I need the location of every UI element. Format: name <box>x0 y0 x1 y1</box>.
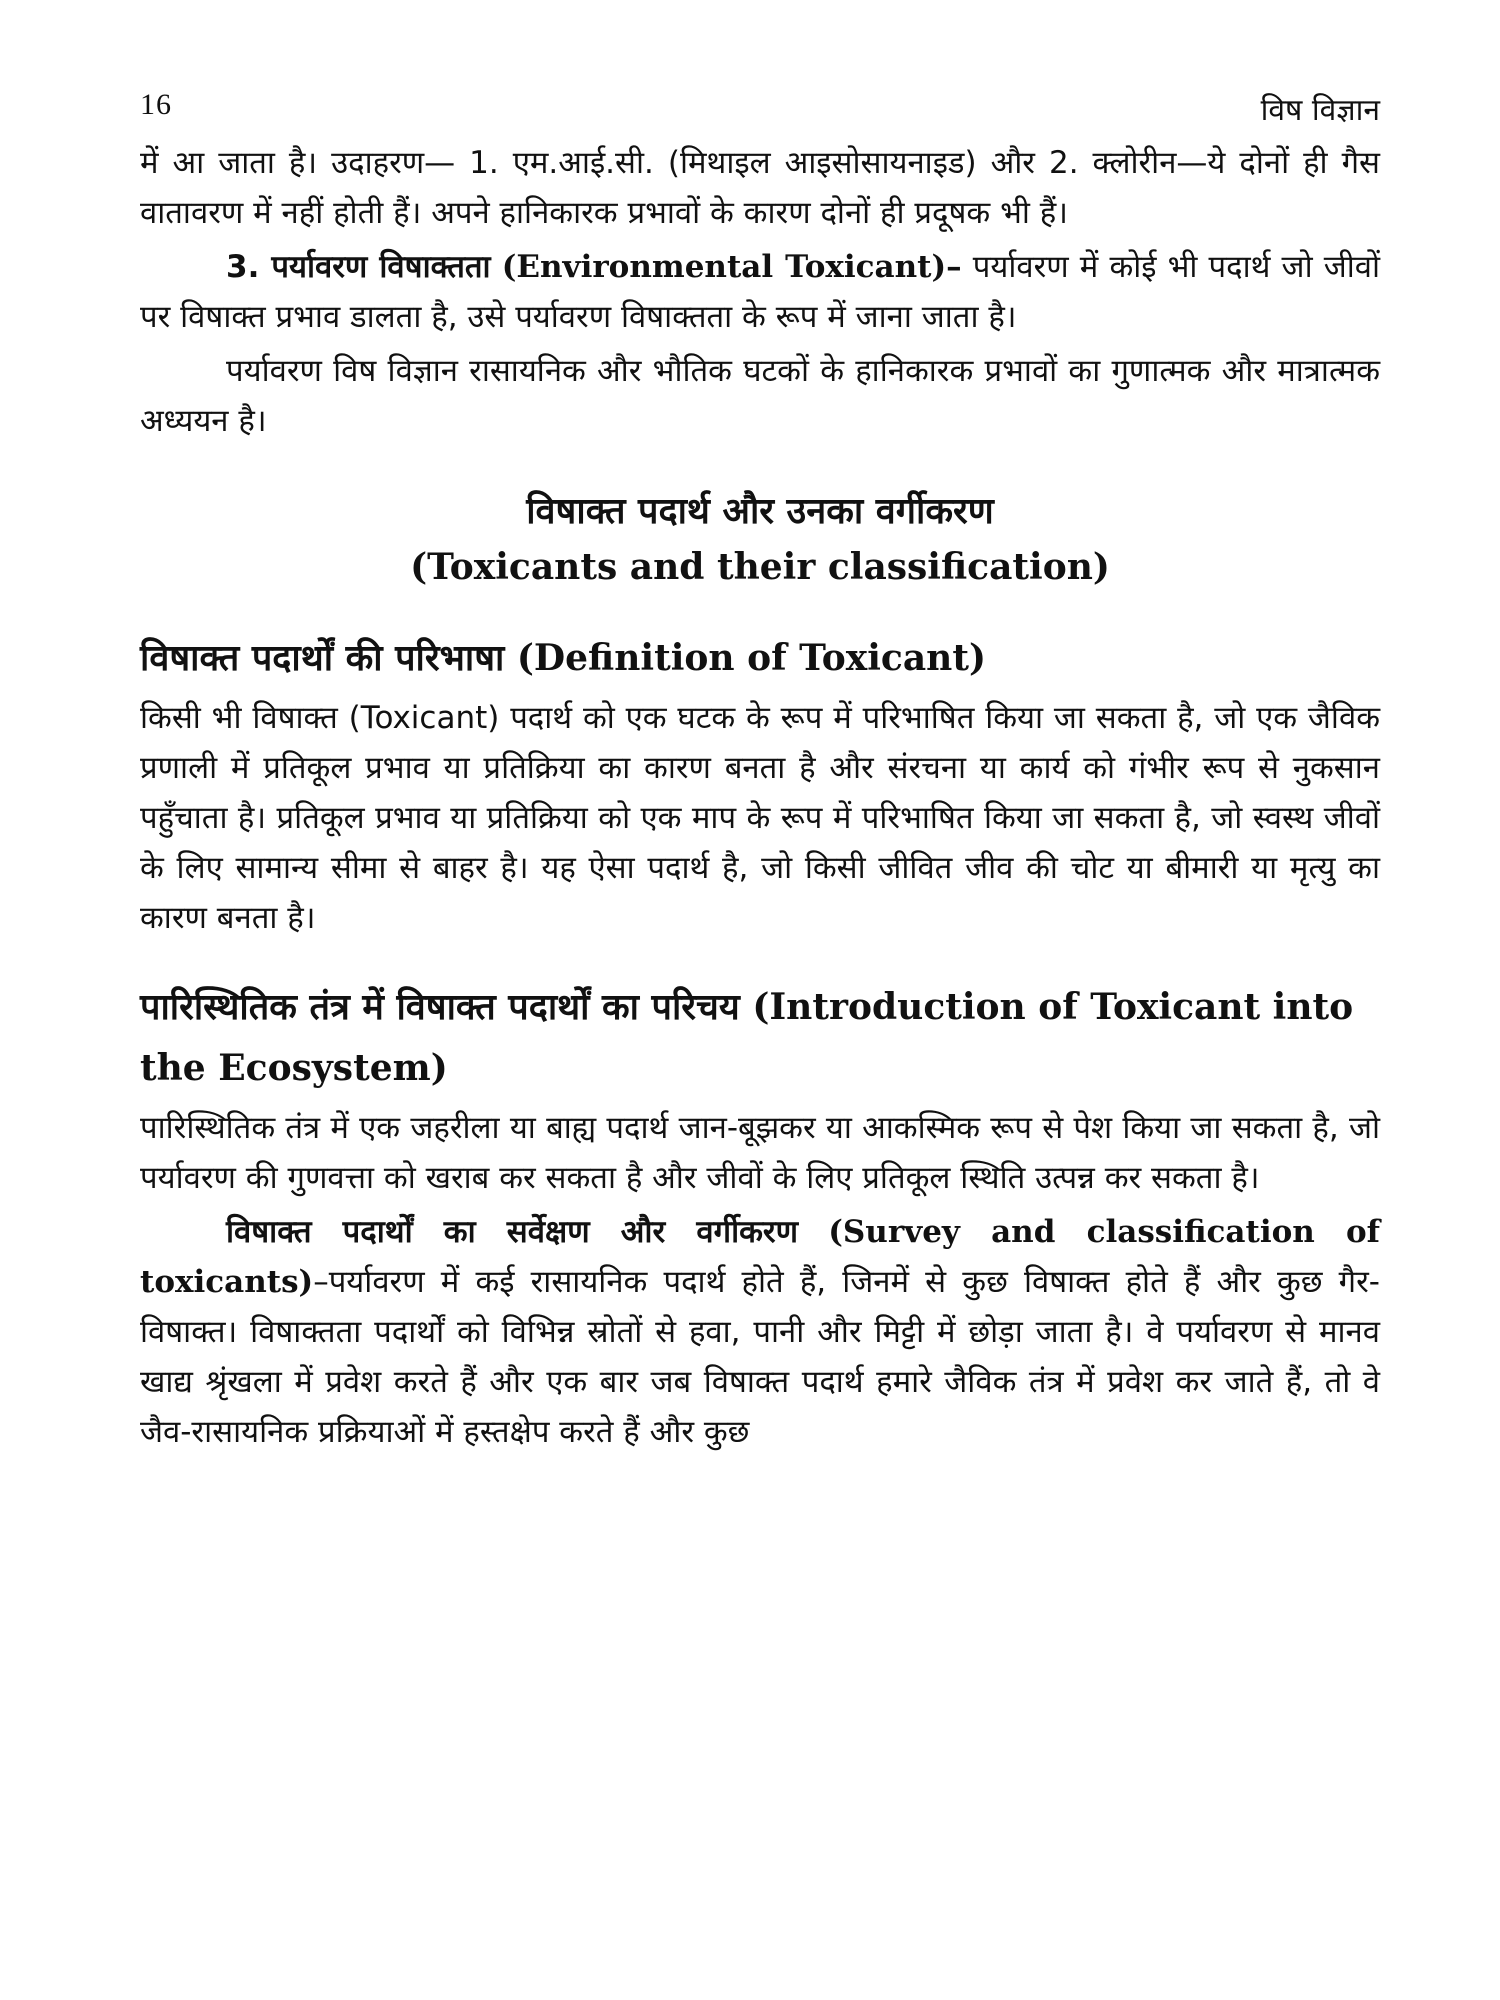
definition-heading-english: (Definition of Toxicant) <box>516 637 987 679</box>
survey-lead-hindi: विषाक्त पदार्थों का सर्वेक्षण और वर्गीकरण <box>226 1214 798 1250</box>
intro-paragraph-3: पर्यावरण विष विज्ञान रासायनिक और भौतिक घटकों के हानिकारक प्रभावों का गुणात्मक और मात्रात्मक अध्ययन है। <box>140 353 1380 439</box>
page-header <box>140 70 1380 134</box>
survey-lead-english: (Survey and classification of toxicants) <box>140 1214 1380 1300</box>
title-english: (Toxicants and their classification) <box>410 546 1110 588</box>
item-3-english: (Environmental Toxicant)– <box>501 249 962 285</box>
definition-heading-hindi: विषाक्त पदार्थों की परिभाषा <box>140 638 505 679</box>
title-hindi: विषाक्त पदार्थ और उनका वर्गीकरण <box>526 491 994 532</box>
chapter-section-title <box>140 484 1380 594</box>
definition-paragraph: किसी भी विषाक्त (Toxicant) पदार्थ को एक घटक के रूप में परिभाषित किया जा सकता है, जो एक जैविक प्रणाली में प्रतिकूल प्रभाव या प्रतिक्रिया का कारण बनता है और संरचना या कार्य को गंभीर रूप से नुकसान पहुँचाता है। प्रतिकूल प्रभाव या प्रतिक्रिया को एक माप के रूप में परिभाषित किया जा सकता है, जो स्वस्थ जीवों के लिए सामान्य सीमा से बाहर है। यह ऐसा पदार्थ है, जो किसी जीवित जीव की चोट या बीमारी या मृत्यु का कारण बनता है। <box>140 700 1380 936</box>
introduction-heading-english: (Introduction of Toxicant into the Ecosystem) <box>140 986 1354 1089</box>
intro-paragraph-1: में आ जाता है। उदाहरण— 1. एम.आई.सी. (मिथाइल आइसोसायनाइड) और 2. क्लोरीन—ये दोनों ही गैस वातावरण में नहीं होती हैं। अपने हानिकारक प्रभावों के कारण दोनों ही प्रदूषक भी हैं। <box>140 145 1380 231</box>
introduction-paragraph: पारिस्थितिक तंत्र में एक जहरीला या बाह्य पदार्थ जान-बूझकर या आकस्मिक रूप से पेश किया जा सकता है, जो पर्यावरण की गुणवत्ता को खराब कर सकता है और जीवों के लिए प्रतिकूल स्थिति उत्पन्न कर सकता है। <box>140 1110 1380 1196</box>
introduction-heading <box>140 977 1380 1099</box>
definition-heading <box>140 628 1380 689</box>
survey-paragraph <box>140 1207 1380 1457</box>
introduction-heading-hindi: पारिस्थितिक तंत्र में विषाक्त पदार्थों का परिचय <box>140 987 740 1028</box>
page-number: 16 <box>140 88 172 121</box>
book-page <box>140 70 1380 1970</box>
intro-item-3 <box>140 242 1380 342</box>
item-3-lead: 3. पर्यावरण विषाक्तता <box>226 249 491 285</box>
item-3-text: पर्यावरण में कोई भी पदार्थ जो जीवों पर विषाक्त प्रभाव डालता है, उसे पर्यावरण विषाक्तता के रूप में जाना जाता है। <box>140 249 1380 335</box>
survey-text: –पर्यावरण में कई रासायनिक पदार्थ होते हैं, जिनमें से कुछ विषाक्त होते हैं और कुछ गैर-विषाक्त। विषाक्तता पदार्थों को विभिन्न स्रोतों से हवा, पानी और मिट्टी में छोड़ा जाता है। वे पर्यावरण से मानव खाद्य श्रृंखला में प्रवेश करते हैं और एक बार जब विषाक्त पदार्थ हमारे जैविक तंत्र में प्रवेश कर जाते हैं, तो वे जैव-रासायनिक प्रक्रियाओं में हस्तक्षेप करते हैं और कुछ <box>140 1264 1380 1450</box>
running-title: विष विज्ञान <box>1260 93 1380 128</box>
